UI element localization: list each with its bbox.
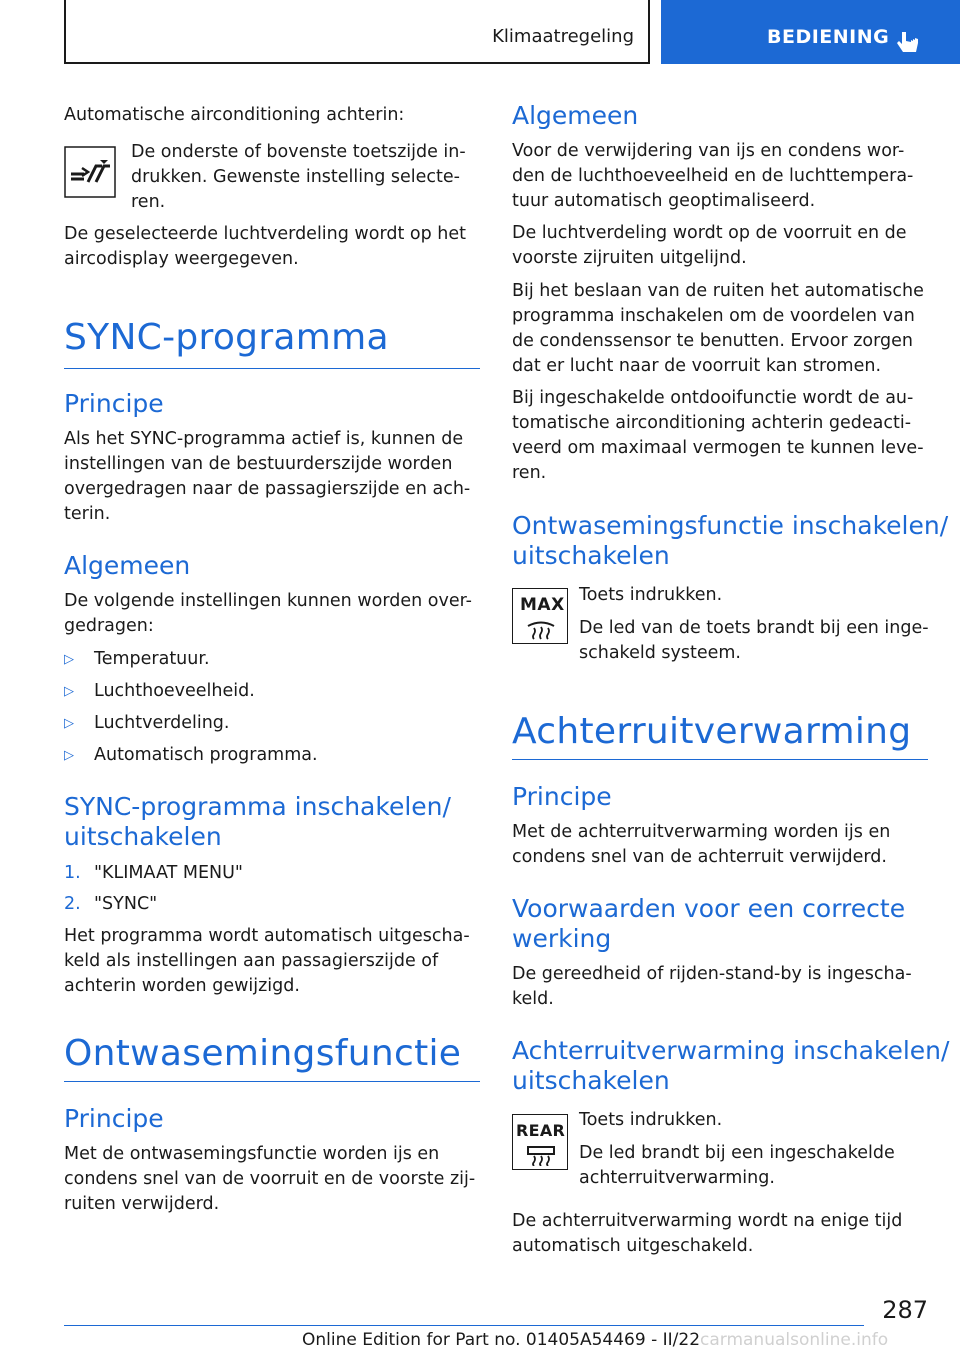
- watermark: carmanualsonline.info: [700, 1330, 889, 1350]
- general-p4-line-2: tomatische airconditioning achterin gedeacti-: [512, 413, 912, 433]
- triangle-bullet-icon: ▷: [64, 716, 74, 731]
- header-section-box: [64, 0, 650, 64]
- general-p3-line-2: programma inschakelen om de voordelen van: [512, 306, 915, 326]
- defog-toggle-heading-2: uitschakelen: [512, 541, 670, 570]
- sync-title-rule: [64, 368, 480, 369]
- sync-principle-heading: Principe: [64, 389, 164, 418]
- sync-toggle-heading-2: uitschakelen: [64, 822, 222, 851]
- rear-principle-line-1: Met de achterruitverwarming worden ijs en: [512, 822, 891, 842]
- rear-auto-line-1: De achterruitverwarming wordt na enige tijd: [512, 1211, 903, 1231]
- footer-rule: [64, 1325, 864, 1326]
- general-p2-line-2: voorste zijruiten uitgelijnd.: [512, 248, 747, 268]
- triangle-bullet-icon: ▷: [64, 684, 74, 699]
- header-chapter-title: BEDIENING: [767, 26, 890, 48]
- conditions-heading-2: werking: [512, 924, 612, 953]
- triangle-bullet-icon: ▷: [64, 748, 74, 763]
- defog-principle-heading: Principe: [64, 1104, 164, 1133]
- display-note-line-1: De geselecteerde luchtverdeling wordt op het: [64, 224, 466, 244]
- sync-general-heading: Algemeen: [64, 551, 191, 580]
- general-p1-line-1: Voor de verwijdering van ijs en condens wor-: [512, 141, 905, 161]
- sync-principle-line-2: instellingen van de bestuurderszijde worden: [64, 454, 453, 474]
- rear-title-rule: [512, 759, 928, 760]
- rear-led-line-1: De led brandt bij een ingeschakelde: [579, 1143, 895, 1163]
- rear-ac-line-3: ren.: [131, 192, 166, 212]
- conditions-line-2: keld.: [512, 989, 554, 1009]
- sync-general-line-1: De volgende instellingen kunnen worden over-: [64, 591, 472, 611]
- rear-window-section-title: Achterruitverwarming: [512, 711, 912, 752]
- conditions-line-1: De gereedheid of rijden-stand-by is ingescha-: [512, 964, 912, 984]
- rear-ac-line-1: De onderste of bovenste toetszijde in-: [131, 142, 466, 162]
- triangle-bullet-icon: ▷: [64, 652, 74, 667]
- sync-auto-line-1: Het programma wordt automatisch uitgescha-: [64, 926, 470, 946]
- defog-principle-line-3: ruiten verwijderd.: [64, 1194, 220, 1214]
- defog-principle-line-2: condens snel van de voorruit en de voorste zij-: [64, 1169, 476, 1189]
- sync-principle-line-3: overgedragen naar de passagierszijde en ach-: [64, 479, 471, 499]
- air-distribution-icon: [64, 146, 116, 198]
- rear-defrost-button-icon: REAR: [512, 1114, 568, 1170]
- general-p3-line-1: Bij het beslaan van de ruiten het automatische: [512, 281, 924, 301]
- sync-auto-line-2: keld als instellingen aan passagierszijde of: [64, 951, 439, 971]
- general-p1-line-2: den de luchthoeveelheid en de luchttempera-: [512, 166, 914, 186]
- general-p3-line-4: dat er lucht naar de voorruit kan stromen.: [512, 356, 882, 376]
- sync-auto-line-3: achterin worden gewijzigd.: [64, 976, 300, 996]
- max-defrost-button-icon: MAX: [512, 588, 568, 644]
- sync-principle-line-1: Als het SYNC-programma actief is, kunnen de: [64, 429, 464, 449]
- rear-toggle-heading-1: Achterruitverwarming inschakelen/: [512, 1036, 950, 1065]
- sync-general-line-2: gedragen:: [64, 616, 154, 636]
- max-press-text: Toets indrukken.: [579, 585, 723, 605]
- general-p2-line-1: De luchtverdeling wordt op de voorruit en de: [512, 223, 907, 243]
- rear-principle-line-2: condens snel van de achterruit verwijderd.: [512, 847, 887, 867]
- general-p4-line-4: ren.: [512, 463, 547, 483]
- max-led-line-1: De led van de toets brandt bij een inge-: [579, 618, 929, 638]
- sync-section-title: SYNC-programma: [64, 317, 389, 358]
- page-number: 287: [882, 1296, 928, 1324]
- defog-section-title: Ontwasemingsfunctie: [64, 1033, 462, 1074]
- rear-ac-label: Automatische airconditioning achterin:: [64, 105, 405, 125]
- conditions-heading-1: Voorwaarden voor een correcte: [512, 894, 906, 923]
- rear-toggle-heading-2: uitschakelen: [512, 1066, 670, 1095]
- general-p1-line-3: tuur automatisch geoptimaliseerd.: [512, 191, 816, 211]
- edition-text: Online Edition for Part no. 01405A54469 - II/22: [302, 1330, 701, 1350]
- general-p3-line-3: de condenssensor te benutten. Ervoor zorgen: [512, 331, 913, 351]
- rear-window-defrost-icon: [525, 1144, 557, 1166]
- general-p4-line-3: veerd om maximaal vermogen te kunnen leve-: [512, 438, 924, 458]
- defog-title-rule: [64, 1081, 480, 1082]
- max-led-line-2: schakeld systeem.: [579, 643, 741, 663]
- sync-principle-line-4: terin.: [64, 504, 111, 524]
- rear-press-text: Toets indrukken.: [579, 1110, 723, 1130]
- rear-led-line-2: achterruitverwarming.: [579, 1168, 775, 1188]
- general-p4-line-1: Bij ingeschakelde ontdooifunctie wordt de au-: [512, 388, 914, 408]
- header-section-title: Klimaatregeling: [492, 26, 634, 47]
- rear-principle-heading: Principe: [512, 782, 612, 811]
- defog-principle-line-1: Met de ontwasemingsfunctie worden ijs en: [64, 1144, 440, 1164]
- windshield-defrost-icon: [525, 618, 557, 640]
- defog-toggle-heading-1: Ontwasemingsfunctie inschakelen/: [512, 511, 949, 540]
- sync-toggle-heading-1: SYNC-programma inschakelen/: [64, 792, 451, 821]
- display-note-line-2: aircodisplay weergegeven.: [64, 249, 299, 269]
- rear-auto-line-2: automatisch uitgeschakeld.: [512, 1236, 754, 1256]
- right-general-heading: Algemeen: [512, 101, 639, 130]
- pointing-hand-icon: [894, 28, 922, 56]
- rear-ac-line-2: drukken. Gewenste instelling selecte-: [131, 167, 460, 187]
